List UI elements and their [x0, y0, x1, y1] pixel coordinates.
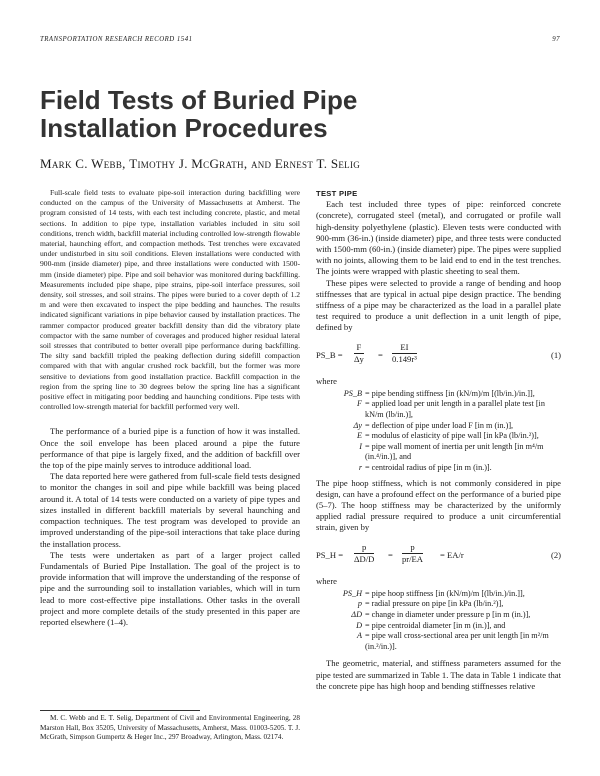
definition-item: Δy = deflection of pipe under load F [in m (in.)],	[353, 420, 514, 430]
body-paragraph: The data reported here were gathered from full-scale field tests designed to monitor the changes in soil and pipe while backfill was being placed around it. A total of 14 tests were conducted on a variety of pipe types and sizes installed in different backfill materials by several haunching and compaction techniques. The test program was developed to provide an improved understanding of the pipe-soil interactions that take place during the installation process.	[40, 471, 300, 549]
definition-item: F = applied load per unit length in a parallel plate test [in kN/m (lb/in.)],	[356, 399, 545, 420]
definition-item: A = pipe wall cross-sectional area per unit length [in m²/m (in.²/in.)].	[356, 631, 549, 651]
definition-item: D = pipe centroidal diameter [in m (in.)], and	[356, 620, 506, 630]
footnote-rule	[40, 710, 200, 711]
body-paragraph: These pipes were selected to provide a range of bending and hoop stiffnesses that are typical in actual pipe design practice. The bending stiffness of a pipe may be characterized as the load in a parallel plate test required to produce a unit deflection in a unit length of pipe, defined by	[316, 277, 561, 333]
numerator: F	[354, 342, 364, 354]
section-heading: TEST PIPE	[316, 189, 358, 198]
definitions-list	[326, 589, 561, 653]
fraction	[392, 342, 417, 365]
author-2-initial: T	[129, 156, 138, 171]
numerator: EI	[392, 342, 417, 354]
footnote	[40, 710, 300, 743]
equation-tail: = EA/r	[440, 549, 464, 560]
author-1-initial: M	[40, 156, 52, 171]
equation-number: (1)	[550, 349, 561, 360]
definition-item: I = pipe wall moment of inertia per unit length [in m⁴/m (in.⁴/in.)], and	[359, 441, 544, 462]
author-affiliations: M. C. Webb and E. T. Selig, Department of Civil and Environmental Engineering, 28 Marston Hall, Box 35205, University of Massachusetts, Amherst, Mass. 01003-5205. T. J. McGrath, Simpson Gumpertz & Heger Inc., 297 Broadway, Arlington, Mass. 02174.	[40, 714, 300, 742]
running-header	[40, 36, 560, 43]
journal-name: TRANSPORTATION RESEARCH RECORD 1541	[40, 36, 193, 43]
where-label: where	[316, 575, 337, 586]
equation-1	[316, 342, 561, 368]
author-3-rest: rnest T. Selig	[283, 156, 361, 171]
definition-item: r = centroidal radius of pipe [in m (in.)].	[358, 463, 492, 472]
definition-item: PS_B = pipe bending stiffness [in (kN/m)/m [(lb/in.)/in.]],	[343, 388, 535, 398]
body-paragraph: Each test included three types of pipe: reinforced concrete (concrete), corrugated steel (metal), and corrugated or profile wall high-density polyethylene (plastic). Eleven tests were conducted with 900-mm (36-in.) (inside diameter) pipe, and three tests were conducted with 1500-mm (60-in.) (inside diameter) pipe. The pipes were supplied with no joints, allowing them to be laid end to end in the test trenches. The joints were wrapped with plastic sheeting to seal them.	[316, 199, 561, 277]
author-3-initial: E	[274, 156, 284, 171]
definition-item: E = modulus of elasticity of pipe wall [in kPa (lb/in.²)],	[356, 431, 539, 441]
fraction	[354, 342, 364, 365]
equals: =	[378, 349, 383, 360]
left-column	[40, 188, 300, 628]
right-column	[316, 188, 561, 692]
denominator: pr/EA	[402, 553, 424, 564]
paper-title: Field Tests of Buried Pipe Installation Procedures	[40, 85, 358, 143]
body-paragraph: The pipe hoop stiffness, which is not commonly considered in pipe design, can have a profound effect on the performance of a buried pipe (5–7). The hoop stiffness may be characterized by the uniformly applied radial pressure required to produce a unit circumferential strain, given by	[316, 477, 561, 533]
denominator: 0.149r³	[392, 353, 417, 364]
denominator: ΔD/D	[354, 553, 375, 564]
equation-lhs: PS_H =	[316, 549, 344, 560]
definitions-list	[326, 389, 561, 474]
equals: =	[388, 549, 393, 560]
numerator: p	[402, 542, 423, 554]
equation-lhs: PS_B =	[316, 349, 343, 360]
definition-item: PS_H = pipe hoop stiffness [in (kN/m)/m [(lb/in.)/in.]],	[342, 588, 525, 598]
definition-item: ΔD = change in diameter under pressure p [in m (in.)],	[351, 610, 531, 619]
abstract: Full-scale field tests to evaluate pipe-soil interaction during backfilling were conducted on the campus of the University of Massachusetts at Amherst. The program consisted of 14 tests, with each test including concrete, plastic, and metal sections. In addition to pipe type, installation variables included in situ soil conditions, trench width, backfill material including controlled low-strength flowable material, haunching effort, and compaction methods. Test trenches were excavated under undisturbed in situ soil conditions. Eleven installations were conducted with 900-mm (inside diameter) pipe, and three installations were conducted with 1500-mm (inside diameter) pipe. Pipe and soil behavior was monitored during backfilling. Measurements included pipe shape, pipe strains, pipe-soil interface pressures, soil density, soil stresses, and soil strains. The pipes were buried to a cover depth of 1.2 m and were then excavated to inspect the pipe bedding and haunches. The results indicated significant variations in pipe behavior caused by installation practices. The rammer compactor produced greater backfill density than did the vibratory plate compactor with the same number of coverages and produced higher residual lateral soil stresses that contributed to better overall pipe performance during backfilling. The silty sand backfill tripled the peaking deflection during sidefill compaction compared with that with angular crushed rock backfill, but the former was more sensitive to deviations from good installation practice. Backfill compaction in the region from the spring line to 30 degrees below the spring line has a significant positive effect in mitigating poor bedding and haunching conditions. Pipe tests with controlled low-strength material for backfill performed very well.	[40, 188, 300, 412]
equation-number: (2)	[550, 549, 561, 560]
body-paragraph: The geometric, material, and stiffness parameters assumed for the pipe tested are summarized in Table 1. The data in Table 1 indicate that the concrete pipe has high hoop and bending stiffnesses relative	[316, 658, 561, 691]
body-paragraph: The performance of a buried pipe is a function of how it was installed. Once the soil envelope has been placed around a pipe the future performance of that pipe is largely fixed, and the addition of backfill over the top of the pipe mainly serves to introduce additional load.	[40, 426, 300, 471]
fraction	[402, 542, 423, 565]
page-number: 97	[552, 36, 560, 43]
author-line	[40, 156, 360, 172]
body-paragraph: The tests were undertaken as part of a larger project called Fundamentals of Buried Pipe Installation. The goal of the project is to provide information that will improve the understanding of the response of pipe and the surrounding soil to installation variables, which will in turn lead to more cost-effective pipe installations. Other tasks in the overall project and more complete details of the study presented in this paper are reported elsewhere (1–4).	[40, 549, 300, 627]
numerator: p	[354, 542, 374, 554]
introduction	[40, 426, 300, 628]
fraction	[354, 542, 374, 565]
denominator: Δy	[354, 353, 364, 364]
equation-2	[316, 542, 561, 568]
where-label: where	[316, 375, 337, 386]
definition-item: p = radial pressure on pipe [in kPa (lb/in.²)],	[357, 599, 504, 609]
author-2-rest: imothy J. McGrath, and	[137, 156, 275, 171]
author-1-rest: ark C. Webb,	[51, 156, 130, 171]
